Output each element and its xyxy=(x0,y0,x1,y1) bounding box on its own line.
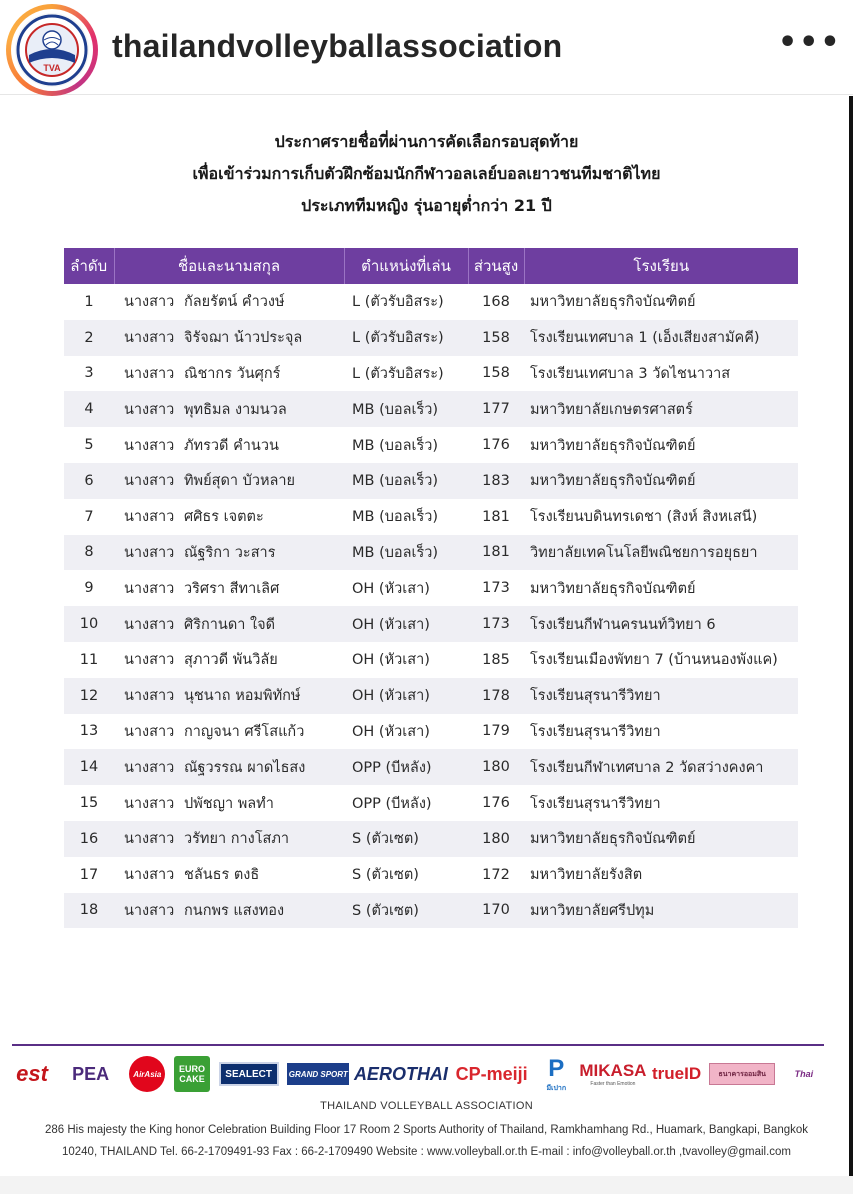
trueid-logo: trueID xyxy=(652,1064,702,1083)
player-school: โรงเรียนสุรนารีวิทยา xyxy=(524,678,798,714)
player-height: 178 xyxy=(468,678,524,714)
order-number: 14 xyxy=(64,749,114,785)
player-height: 185 xyxy=(482,651,510,668)
order-number: 11 xyxy=(79,651,99,668)
player-height: 172 xyxy=(482,866,510,883)
pi-logo xyxy=(539,1055,573,1094)
doc-title-line-3: ประเภททีมหญิง รุ่นอายุต่ำกว่า 21 ปี xyxy=(301,196,552,215)
player-position: MB (บอลเร็ว) xyxy=(344,463,468,499)
eurocake-logo: EURO CAKE xyxy=(174,1056,210,1092)
table-row xyxy=(64,499,798,535)
player-title: นางสาว xyxy=(124,759,175,776)
player-school: โรงเรียนสุรนารีวิทยา xyxy=(530,795,661,812)
table-row xyxy=(64,893,798,929)
avatar-frame xyxy=(11,9,93,91)
player-school: โรงเรียนสุรนารีวิทยา xyxy=(530,723,661,740)
player-name: ณัฐริกา วะสาร xyxy=(184,544,276,561)
player-title: นางสาว xyxy=(124,902,175,919)
player-name: ศิริกานดา ใจดี xyxy=(184,616,275,633)
association-name: THAILAND VOLLEYBALL ASSOCIATION xyxy=(320,1100,533,1112)
player-name-cell xyxy=(114,427,344,463)
tva-logo-icon xyxy=(15,13,89,87)
player-title: นางสาว xyxy=(124,330,175,347)
player-name-cell xyxy=(114,499,344,535)
post-header xyxy=(0,0,853,95)
pea-logo: PEA xyxy=(72,1063,110,1084)
table-row xyxy=(64,785,798,821)
player-school: มหาวิทยาลัยเกษตรศาสตร์ xyxy=(524,391,798,427)
table-row xyxy=(64,857,798,893)
table-row xyxy=(64,284,798,320)
player-title: นางสาว xyxy=(124,867,175,884)
col-header-school: โรงเรียน xyxy=(524,248,798,284)
player-height: 170 xyxy=(468,893,524,929)
order-number: 4 xyxy=(64,391,114,427)
player-name: กนกพร แสงทอง xyxy=(184,902,285,919)
table-row xyxy=(64,821,798,857)
player-name-cell xyxy=(114,785,344,821)
player-name-cell xyxy=(114,570,344,606)
col-header-height: ส่วนสูง xyxy=(468,248,524,284)
player-school: มหาวิทยาลัยรังสิต xyxy=(530,867,643,884)
player-school: โรงเรียนกีฬาเทศบาล 2 วัดสว่างคงคา xyxy=(524,749,798,785)
player-name-cell xyxy=(114,535,344,571)
player-name-cell xyxy=(114,749,344,785)
player-name: วรัทยา กางโสภา xyxy=(184,831,290,848)
player-name: ปพัชญา พลทำ xyxy=(184,795,274,812)
order-number: 9 xyxy=(84,580,94,597)
thai-logo: Thai xyxy=(794,1069,814,1079)
player-name-cell xyxy=(114,714,344,750)
player-height: 181 xyxy=(482,508,510,525)
player-name: ชลันธร ตงธิ xyxy=(184,867,260,884)
bank-logo: ธนาคารออมสิน xyxy=(709,1063,775,1085)
story-ring[interactable] xyxy=(6,4,98,96)
doc-title-line-1: ประกาศรายชื่อที่ผ่านการคัดเลือกรอบสุดท้าย xyxy=(274,132,579,151)
player-title: นางสาว xyxy=(124,294,175,311)
player-school: มหาวิทยาลัยธุรกิจบัณฑิตย์ xyxy=(530,580,696,597)
roster-body xyxy=(64,284,798,928)
player-name-cell xyxy=(114,606,344,642)
order-number: 8 xyxy=(64,535,114,571)
player-title: นางสาว xyxy=(124,795,175,812)
player-name: ศศิธร เจตตะ xyxy=(184,509,264,526)
account-username[interactable]: thailandvolleyballassociation xyxy=(112,28,563,64)
table-header-row xyxy=(64,248,798,284)
est-logo: est xyxy=(16,1061,48,1086)
player-title: นางสาว xyxy=(124,688,175,705)
col-header-name: ชื่อและนามสกุล xyxy=(114,248,344,284)
order-number: 16 xyxy=(64,821,114,857)
player-school: โรงเรียนบดินทรเดชา (สิงห์ สิงหเสนี) xyxy=(530,509,758,526)
pi-logo-mark: P xyxy=(548,1054,565,1082)
aerothai-logo: AEROTHAI xyxy=(353,1063,448,1084)
table-row xyxy=(64,606,798,642)
player-height: 158 xyxy=(468,320,524,356)
table-row xyxy=(64,749,798,785)
order-number: 7 xyxy=(84,508,94,525)
player-school: วิทยาลัยเทคโนโลยีพณิชยการอยุธยา xyxy=(524,535,798,571)
player-height: 180 xyxy=(468,821,524,857)
player-position: OPP (บีหลัง) xyxy=(344,749,468,785)
avatar[interactable] xyxy=(15,13,89,87)
player-height: 180 xyxy=(468,749,524,785)
roster-table xyxy=(64,248,798,928)
player-position: L (ตัวรับอิสระ) xyxy=(352,294,444,311)
player-height: 168 xyxy=(482,293,510,310)
player-position: S (ตัวเซต) xyxy=(352,867,419,884)
cp-meiji-logo: CP-meiji xyxy=(455,1063,528,1084)
player-height: 181 xyxy=(468,535,524,571)
table-row xyxy=(64,678,798,714)
order-number: 3 xyxy=(84,365,94,382)
player-school: มหาวิทยาลัยธุรกิจบัณฑิตย์ xyxy=(530,437,696,454)
player-title: นางสาว xyxy=(124,365,175,382)
image-edge xyxy=(849,96,853,1194)
player-school: โรงเรียนกีฬานครนนท์วิทยา 6 xyxy=(524,606,798,642)
pi-logo-sub: มีเปาก xyxy=(546,1084,567,1092)
player-position: OH (หัวเสา) xyxy=(344,606,468,642)
player-name-cell xyxy=(114,821,344,857)
sealect-logo: SEALECT xyxy=(219,1062,279,1086)
player-name: นุชนาถ หอมพิทักษ์ xyxy=(184,688,301,705)
player-title: นางสาว xyxy=(124,509,175,526)
player-position: OH (หัวเสา) xyxy=(352,652,430,669)
order-number: 5 xyxy=(84,437,94,454)
player-title: นางสาว xyxy=(124,437,175,454)
player-height: 173 xyxy=(482,580,510,597)
player-name: พุทธิมล งามนวล xyxy=(184,401,287,418)
player-name-cell xyxy=(114,857,344,893)
player-name: ณิชากร วันศุกร์ xyxy=(184,365,281,382)
mikasa-logo-sub: Faster than Emotion xyxy=(590,1081,636,1087)
player-title: นางสาว xyxy=(124,652,175,669)
player-name: กัลยรัตน์ คำวงษ์ xyxy=(184,294,285,311)
player-name: วริศรา สีทาเลิศ xyxy=(184,580,280,597)
player-position: OPP (บีหลัง) xyxy=(352,795,432,812)
player-school: มหาวิทยาลัยศรีปทุม xyxy=(524,893,798,929)
footer-divider xyxy=(12,1044,824,1046)
order-number: 12 xyxy=(64,678,114,714)
player-school: มหาวิทยาลัยธุรกิจบัณฑิตย์ xyxy=(530,294,696,311)
player-height: 176 xyxy=(482,437,510,454)
player-height: 158 xyxy=(482,365,510,382)
order-number: 18 xyxy=(64,893,114,929)
player-title: นางสาว xyxy=(124,580,175,597)
doc-title-line-2: เพื่อเข้าร่วมการเก็บตัวฝึกซ้อมนักกีฬาวอลเลย์บอลเยาวชนทีมชาติไทย xyxy=(192,164,661,183)
player-school: มหาวิทยาลัยธุรกิจบัณฑิตย์ xyxy=(524,821,798,857)
player-position: L (ตัวรับอิสระ) xyxy=(344,320,468,356)
table-row xyxy=(64,570,798,606)
player-height: 177 xyxy=(468,391,524,427)
player-position: S (ตัวเซต) xyxy=(344,821,468,857)
order-number: 13 xyxy=(79,723,99,740)
mikasa-logo xyxy=(579,1061,647,1087)
player-name: จิรัจฌา น้าวประจุล xyxy=(184,330,303,347)
address-line-1: 286 His majesty the King honor Celebration Building Floor 17 Room 2 Sports Authority of Thailand, Ramkhamhang Rd., Huamark, Bangkapi, Bangkok xyxy=(44,1124,809,1136)
player-title: นางสาว xyxy=(124,723,175,740)
player-name: ทิพย์สุดา บัวหลาย xyxy=(184,473,296,490)
player-position: MB (บอลเร็ว) xyxy=(344,535,468,571)
player-name-cell xyxy=(114,391,344,427)
table-row xyxy=(64,642,798,678)
grand-sport-logo: GRAND SPORT xyxy=(287,1063,349,1085)
order-number: 17 xyxy=(79,866,99,883)
player-name-cell xyxy=(114,678,344,714)
bottom-strip xyxy=(0,1176,853,1194)
player-position: MB (บอลเร็ว) xyxy=(352,509,439,526)
player-name-cell xyxy=(114,284,344,320)
player-name: ภัทรวดี คำนวน xyxy=(184,437,279,454)
player-title: นางสาว xyxy=(124,473,175,490)
player-school: โรงเรียนเทศบาล 1 (เอ็งเสียงสามัคคี) xyxy=(524,320,798,356)
player-height: 176 xyxy=(482,795,510,812)
order-number: 6 xyxy=(64,463,114,499)
player-name: สุภาวดี พันวิลัย xyxy=(184,652,278,669)
player-name: กาญจนา ศรีโสแก้ว xyxy=(184,723,305,740)
svg-text:TVA: TVA xyxy=(43,63,61,73)
table-row xyxy=(64,356,798,392)
order-number: 1 xyxy=(84,293,94,310)
player-height: 179 xyxy=(482,723,510,740)
player-name-cell xyxy=(114,893,344,929)
order-number: 10 xyxy=(64,606,114,642)
table-row xyxy=(64,391,798,427)
player-position: MB (บอลเร็ว) xyxy=(352,437,439,454)
player-name-cell xyxy=(114,642,344,678)
table-row xyxy=(64,714,798,750)
more-horizontal-icon: ••• xyxy=(778,25,842,60)
player-school: มหาวิทยาลัยธุรกิจบัณฑิตย์ xyxy=(524,463,798,499)
player-name-cell xyxy=(114,356,344,392)
sponsor-strip xyxy=(12,1054,824,1094)
player-title: นางสาว xyxy=(124,401,175,418)
player-position: OH (หัวเสา) xyxy=(352,580,430,597)
airasia-logo: AirAsia xyxy=(129,1056,165,1092)
order-number: 15 xyxy=(79,795,99,812)
player-title: นางสาว xyxy=(124,616,175,633)
address-line-2: 10240, THAILAND Tel. 66-2-1709491-93 Fax : 66-2-1709490 Website : www.volleyball.or.th E-mail : info@volleyball.or.th ,tvavolley@gmail.com xyxy=(61,1146,792,1158)
col-header-order: ลำดับ xyxy=(64,248,114,284)
player-name-cell xyxy=(114,320,344,356)
table-row xyxy=(64,463,798,499)
table-row xyxy=(64,535,798,571)
player-height: 173 xyxy=(468,606,524,642)
player-position: MB (บอลเร็ว) xyxy=(344,391,468,427)
player-position: OH (หัวเสา) xyxy=(344,678,468,714)
col-header-position: ตำแหน่งที่เล่น xyxy=(344,248,468,284)
player-position: L (ตัวรับอิสระ) xyxy=(352,365,444,382)
mikasa-logo-mark: MIKASA xyxy=(579,1061,647,1080)
player-school: โรงเรียนเมืองพัทยา 7 (บ้านหนองพังแค) xyxy=(530,652,778,669)
player-title: นางสาว xyxy=(124,831,175,848)
player-title: นางสาว xyxy=(124,544,175,561)
order-number: 2 xyxy=(64,320,114,356)
table-row xyxy=(64,320,798,356)
player-school: โรงเรียนเทศบาล 3 วัดไชนาวาส xyxy=(530,365,731,382)
player-position: OH (หัวเสา) xyxy=(352,723,430,740)
player-name-cell xyxy=(114,463,344,499)
player-name: ณัฐวรรณ ผาดไธสง xyxy=(184,759,306,776)
player-height: 183 xyxy=(468,463,524,499)
more-options-button[interactable] xyxy=(778,25,842,64)
table-row xyxy=(64,427,798,463)
player-position: S (ตัวเซต) xyxy=(344,893,468,929)
